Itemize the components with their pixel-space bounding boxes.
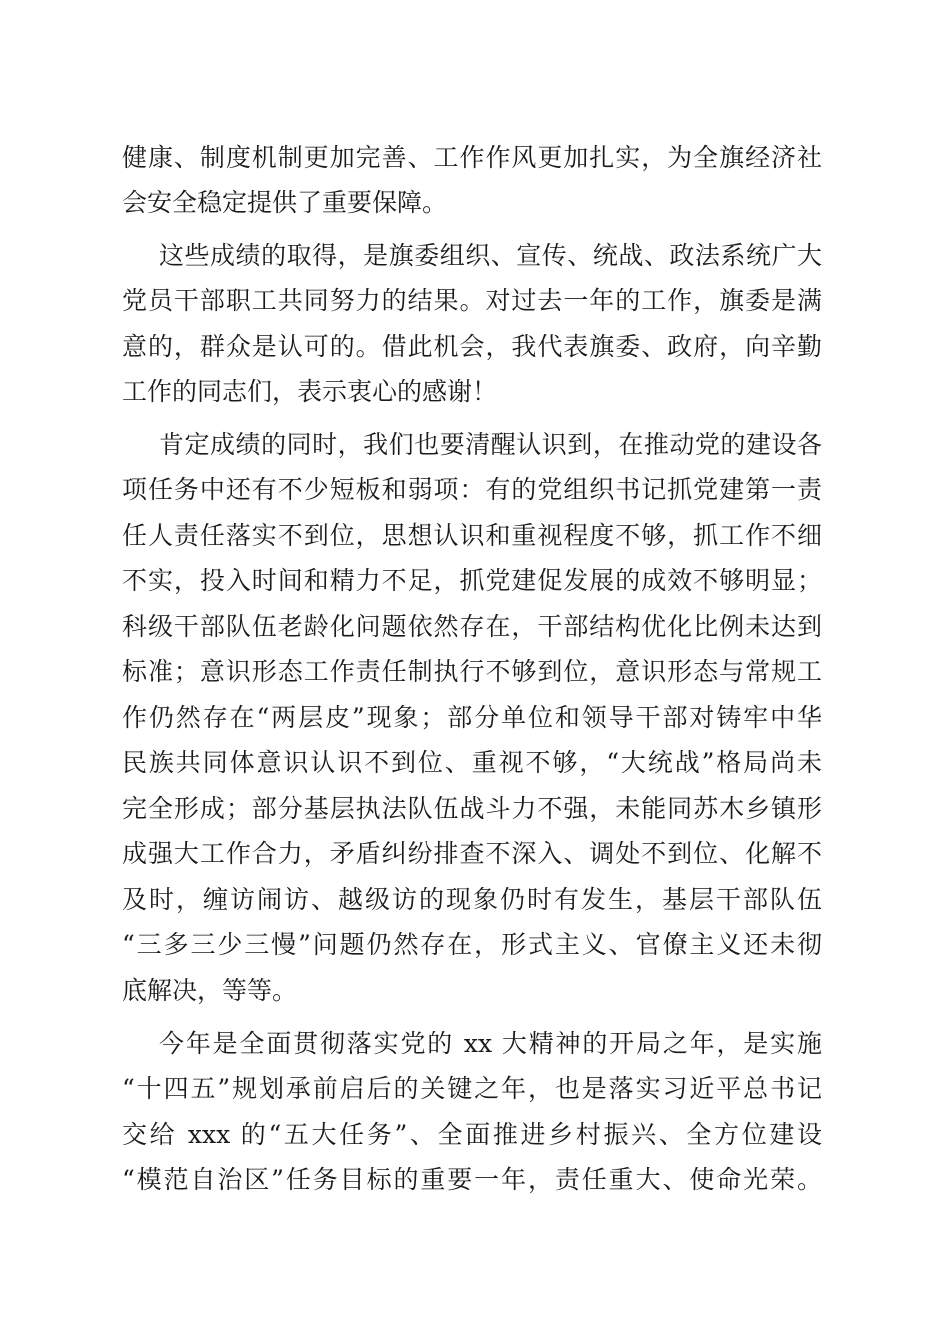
paragraph-3-line-7: 作仍然存在“两层皮”现象；部分单位和领导干部对铸牢中华 (122, 703, 822, 732)
paragraph-3-line-10: 成强大工作合力，矛盾纠纷排查不深入、调处不到位、化解不 (122, 839, 822, 868)
paragraph-3-line-3: 任人责任落实不到位，思想认识和重视程度不够，抓工作不细 (122, 521, 822, 550)
paragraph-3-line-2: 项任务中还有不少短板和弱项：有的党组织书记抓党建第一责 (122, 475, 822, 504)
paragraph-3-line-1: 肯定成绩的同时，我们也要清醒认识到，在推动党的建设各 (159, 430, 822, 459)
paragraph-3-line-5: 科级干部队伍老龄化问题依然存在，干部结构优化比例未达到 (122, 612, 822, 641)
paragraph-4-line-2: “十四五”规划承前启后的关键之年，也是落实习近平总书记 (122, 1074, 822, 1103)
paragraph-3-line-4: 不实，投入时间和精力不足，抓党建促发展的成效不够明显； (122, 566, 822, 595)
paragraph-2-line-4: 工作的同志们，表示衷心的感谢！ (122, 377, 498, 406)
paragraph-1-line-2: 会安全稳定提供了重要保障。 (122, 188, 448, 217)
paragraph-3-line-13: 底解决，等等。 (122, 976, 298, 1005)
paragraph-4-line-4: “模范自治区”任务目标的重要一年，责任重大、使命光荣。 (122, 1165, 822, 1194)
paragraph-3-line-6: 标准；意识形态工作责任制执行不够到位，意识形态与常规工 (122, 657, 822, 686)
paragraph-3-line-8: 民族共同体意识认识不到位、重视不够，“大统战”格局尚未 (122, 748, 822, 777)
paragraph-3-line-9: 完全形成；部分基层执法队伍战斗力不强，未能同苏木乡镇形 (122, 794, 822, 823)
paragraph-3-line-11: 及时，缠访闹访、越级访的现象仍时有发生，基层干部队伍 (122, 885, 822, 914)
paragraph-2-line-2: 党员干部职工共同努力的结果。对过去一年的工作，旗委是满 (122, 286, 822, 315)
paragraph-2-line-3: 意的，群众是认可的。借此机会，我代表旗委、政府，向辛勤 (122, 332, 822, 361)
paragraph-3-line-12: “三多三少三慢”问题仍然存在，形式主义、官僚主义还未彻 (122, 930, 822, 959)
paragraph-2-line-1: 这些成绩的取得，是旗委组织、宣传、统战、政法系统广大 (159, 241, 822, 270)
paragraph-4-line-1: 今年是全面贯彻落实党的 xx 大精神的开局之年，是实施 (159, 1029, 822, 1058)
paragraph-4-line-3: 交给 xxx 的“五大任务”、全面推进乡村振兴、全方位建设 (122, 1120, 822, 1149)
paragraph-1-line-1: 健康、制度机制更加完善、工作作风更加扎实，为全旗经济社 (122, 143, 822, 172)
